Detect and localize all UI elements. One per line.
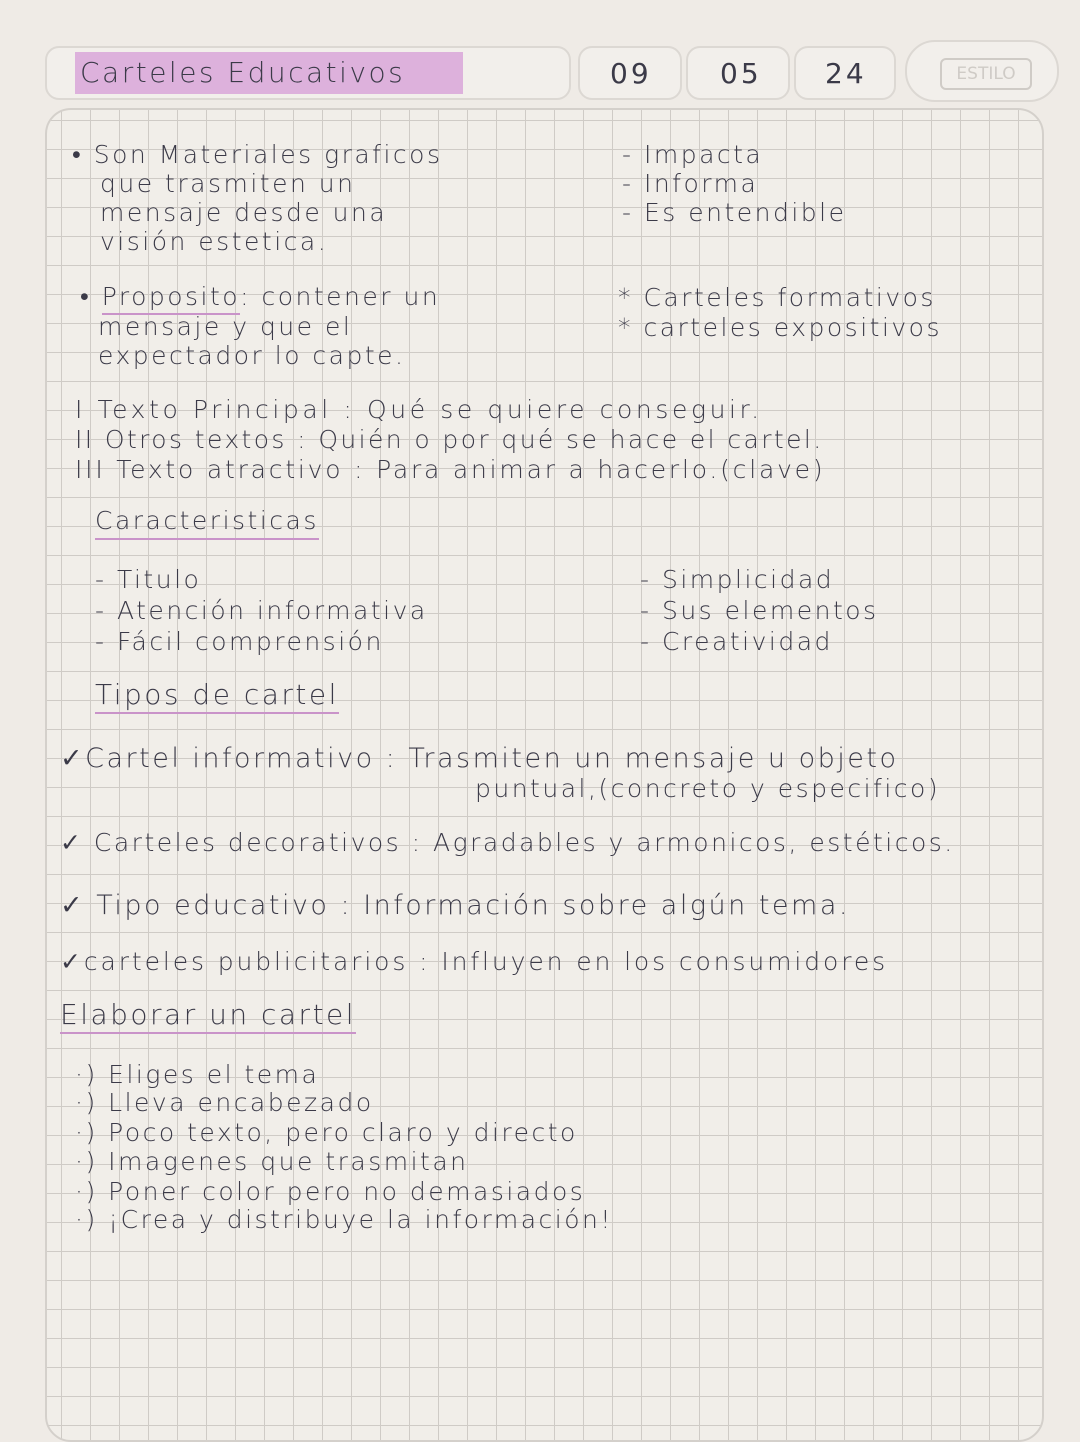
quality-item: - Impacta xyxy=(622,140,764,169)
type-item: ✓ Tipo educativo : Información sobre algún tema. xyxy=(60,890,850,921)
quality-item: - Informa xyxy=(622,169,759,198)
feature-item: - Fácil comprensión xyxy=(95,627,384,656)
text-type-line: III Texto atractivo : Para animar a hacerlo.(clave) xyxy=(75,455,826,484)
step-item: ·) Imagenes que trasmitan xyxy=(75,1147,469,1176)
quality-item: - Es entendible xyxy=(622,198,847,227)
text-type-line: I Texto Principal : Qué se quiere conseguir. xyxy=(75,395,763,424)
purpose-line: expectador lo capte. xyxy=(98,341,406,370)
feature-item: - Atención informativa xyxy=(95,596,428,625)
elaborar-heading: Elaborar un cartel xyxy=(60,1000,356,1034)
tipos-heading: Tipos de cartel xyxy=(95,680,339,714)
feature-item: - Simplicidad xyxy=(640,565,835,594)
feature-item: - Titulo xyxy=(95,565,202,594)
step-item: ·) Poner color pero no demasiados xyxy=(75,1177,586,1206)
step-item: ·) Eliges el tema xyxy=(75,1060,320,1089)
date-month: 05 xyxy=(720,57,762,90)
caracteristicas-heading: Caracteristicas xyxy=(95,506,319,540)
brand-logo: ESTILO xyxy=(940,58,1032,90)
purpose-line: mensaje y que el xyxy=(98,312,353,341)
step-item: ·) Lleva encabezado xyxy=(75,1088,374,1117)
type-item: ✓carteles publicitarios : Influyen en los consumidores xyxy=(60,947,889,976)
feature-item: - Creatividad xyxy=(640,627,833,656)
step-item: ·) ¡Crea y distribuye la información! xyxy=(75,1205,613,1234)
purpose-line: • Proposito: contener un xyxy=(80,282,440,312)
definition-line: visión estetica. xyxy=(100,227,329,256)
feature-item: - Sus elementos xyxy=(640,596,879,625)
purpose-text: : contener un xyxy=(240,282,441,311)
type-item: ✓ Carteles decorativos : Agradables y armonicos, estéticos. xyxy=(60,828,955,857)
purpose-label: Proposito xyxy=(102,282,240,315)
definition-line: • Son Materiales graficos xyxy=(72,140,443,169)
kind-item: * Carteles formativos xyxy=(618,283,936,312)
step-item: ·) Poco texto, pero claro y directo xyxy=(75,1118,578,1147)
text-type-line: II Otros textos : Quién o por qué se hace el cartel. xyxy=(75,425,824,454)
type-item: ✓Cartel informativo : Trasmiten un mensaje u objeto xyxy=(60,743,899,774)
page-title: Carteles Educativos xyxy=(80,56,406,89)
type-item-continued: puntual,(concreto y especifico) xyxy=(475,774,941,803)
date-day: 09 xyxy=(610,57,652,90)
definition-line: que trasmiten un xyxy=(100,169,356,198)
definition-line: mensaje desde una xyxy=(100,198,388,227)
kind-item: * carteles expositivos xyxy=(618,313,943,342)
date-year: 24 xyxy=(825,57,867,90)
